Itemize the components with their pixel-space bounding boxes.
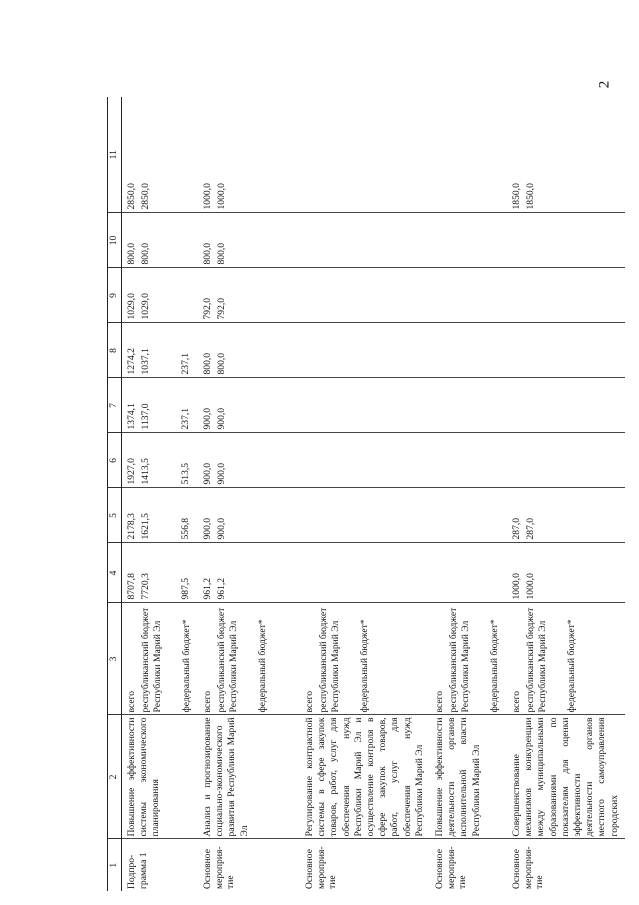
column-header: 8 xyxy=(108,323,122,378)
value: 556,8 xyxy=(180,517,191,540)
value xyxy=(448,436,462,485)
table-row xyxy=(198,97,300,891)
value: 1850,0 xyxy=(511,183,523,210)
value-cell xyxy=(300,97,430,213)
value xyxy=(525,381,539,430)
value xyxy=(358,216,372,265)
value xyxy=(488,326,502,375)
value: 900,0 xyxy=(215,517,227,540)
value xyxy=(448,326,462,375)
value xyxy=(304,381,318,430)
value-cell xyxy=(430,378,507,433)
value-cell xyxy=(198,433,300,488)
value-cell xyxy=(122,378,199,433)
value-cell xyxy=(430,268,507,323)
value-cell xyxy=(122,323,199,378)
value xyxy=(318,491,332,540)
value: 2850,0 xyxy=(126,183,137,210)
value xyxy=(448,491,462,540)
value: 800,0 xyxy=(202,242,213,265)
funding-source: всего xyxy=(434,690,446,713)
value-cell xyxy=(122,543,199,603)
rotated-table-container xyxy=(107,97,620,891)
value-cell xyxy=(198,543,300,603)
value: 900,0 xyxy=(202,517,213,540)
funding-source: федеральный бюджет* xyxy=(358,619,370,713)
value xyxy=(565,271,579,320)
value: 1029,0 xyxy=(126,293,137,320)
value xyxy=(180,216,194,265)
column-header: 4 xyxy=(108,543,122,603)
value: 287,0 xyxy=(511,517,523,540)
value-cell xyxy=(198,268,300,323)
value-cell xyxy=(507,433,625,488)
value xyxy=(434,271,448,320)
value xyxy=(565,546,579,600)
column-header: 1 xyxy=(108,839,122,891)
value-cell xyxy=(122,97,199,213)
value xyxy=(565,491,579,540)
value: 900,0 xyxy=(215,407,227,430)
value xyxy=(318,326,332,375)
funding-sources xyxy=(198,603,300,715)
row-kind: Основное мероприя- тие xyxy=(304,846,338,889)
value xyxy=(304,546,318,600)
funding-source: республиканский бюджет Республики Марий Эл xyxy=(317,607,341,713)
value xyxy=(488,436,502,485)
value xyxy=(448,271,462,320)
funding-sources xyxy=(507,603,625,715)
funding-sources xyxy=(430,603,507,715)
value-cell xyxy=(430,543,507,603)
value xyxy=(488,381,502,430)
funding-source: республиканский бюджет Республики Марий Эл xyxy=(447,607,471,713)
value-cell xyxy=(122,213,199,268)
value: 1927,0 xyxy=(126,458,137,485)
value xyxy=(434,491,448,540)
value xyxy=(511,326,525,375)
value xyxy=(304,216,318,265)
value xyxy=(434,99,448,210)
value xyxy=(318,436,332,485)
table-row xyxy=(122,97,199,891)
value xyxy=(256,381,270,430)
budget-table xyxy=(107,97,625,891)
value xyxy=(434,326,448,375)
value xyxy=(448,546,462,600)
value: 1029,0 xyxy=(139,293,151,320)
value xyxy=(434,546,448,600)
value xyxy=(304,99,318,210)
value: 1413,5 xyxy=(139,458,151,485)
row-kind: Подпро- грамма 1 xyxy=(126,852,149,889)
funding-source: республиканский бюджет Республики Марий Эл xyxy=(524,607,548,713)
page-number: 2 xyxy=(596,80,613,89)
value-cell xyxy=(507,543,625,603)
value-cell xyxy=(300,488,430,543)
value: 2178,3 xyxy=(126,513,137,540)
funding-sources xyxy=(122,603,199,715)
funding-source: республиканский бюджет Республики Марий Эл xyxy=(139,607,163,713)
value xyxy=(256,491,270,540)
value: 513,5 xyxy=(180,462,191,485)
value: 1037,1 xyxy=(139,348,151,375)
funding-source: федеральный бюджет* xyxy=(180,619,192,713)
value-cell xyxy=(300,433,430,488)
value xyxy=(434,216,448,265)
value-cell xyxy=(300,213,430,268)
value xyxy=(256,216,270,265)
value: 1621,5 xyxy=(139,513,151,540)
value xyxy=(448,216,462,265)
value xyxy=(434,381,448,430)
column-header: 2 xyxy=(108,715,122,839)
column-header: 7 xyxy=(108,378,122,433)
funding-source: республиканский бюджет Республики Марий Эл xyxy=(215,607,239,713)
value xyxy=(304,271,318,320)
value xyxy=(358,436,372,485)
value-cell xyxy=(430,488,507,543)
value xyxy=(256,271,270,320)
column-header: 6 xyxy=(108,433,122,488)
value xyxy=(488,99,502,210)
value xyxy=(180,99,194,210)
value-cell xyxy=(430,323,507,378)
value xyxy=(525,436,539,485)
value xyxy=(304,436,318,485)
value-cell xyxy=(122,488,199,543)
value: 792,0 xyxy=(202,297,213,320)
value xyxy=(511,216,525,265)
column-header: 10 xyxy=(108,213,122,268)
value xyxy=(358,271,372,320)
value xyxy=(358,546,372,600)
row-kind: Основное мероприя- тие xyxy=(511,846,546,889)
value-cell xyxy=(430,433,507,488)
row-name: Анализ и прогнозирование социально-экономического развития Республики Марий Эл xyxy=(198,715,300,839)
funding-source: федеральный бюджет* xyxy=(488,619,500,713)
value: 1000,0 xyxy=(215,183,227,210)
value xyxy=(565,326,579,375)
value: 792,0 xyxy=(215,297,227,320)
value xyxy=(488,491,502,540)
value-cell xyxy=(430,213,507,268)
value-cell xyxy=(122,433,199,488)
value xyxy=(358,491,372,540)
value-cell xyxy=(198,213,300,268)
value: 1374,1 xyxy=(126,403,137,430)
value xyxy=(256,99,270,210)
value: 8707,8 xyxy=(126,573,137,600)
value xyxy=(525,271,539,320)
value: 237,1 xyxy=(180,407,191,430)
value xyxy=(256,326,270,375)
value: 800,0 xyxy=(215,242,227,265)
value: 961,2 xyxy=(215,577,227,600)
value-cell xyxy=(507,213,625,268)
row-name: Регулирование контрактной системы в сфере закупок товаров, работ, услуг для обеспечения нужд Республики Марий Эл и осуществление контроля в сфере закупок товаров, работ, услуг для обеспечения нужд Республики Марий Эл xyxy=(300,715,430,839)
table-row xyxy=(300,97,430,891)
column-header: 5 xyxy=(108,488,122,543)
table-row xyxy=(507,97,625,891)
value xyxy=(511,271,525,320)
value xyxy=(488,216,502,265)
value: 800,0 xyxy=(126,242,137,265)
funding-sources xyxy=(300,603,430,715)
value xyxy=(434,436,448,485)
value xyxy=(488,546,502,600)
value-cell xyxy=(507,378,625,433)
value xyxy=(318,381,332,430)
value-cell xyxy=(300,543,430,603)
value-cell xyxy=(300,268,430,323)
value-cell xyxy=(198,378,300,433)
value-cell xyxy=(507,268,625,323)
value xyxy=(358,99,372,210)
value xyxy=(448,381,462,430)
column-header: 11 xyxy=(108,97,122,213)
value xyxy=(565,381,579,430)
value xyxy=(525,216,539,265)
value xyxy=(256,546,270,600)
column-header: 9 xyxy=(108,268,122,323)
value: 1000,0 xyxy=(511,573,523,600)
value-cell xyxy=(300,323,430,378)
value-cell xyxy=(198,97,300,213)
row-kind: Основное мероприя- тие xyxy=(434,846,469,889)
value: 900,0 xyxy=(202,462,213,485)
row-kind: Основное мероприя- тие xyxy=(202,846,236,889)
value xyxy=(358,381,372,430)
value xyxy=(256,436,270,485)
value xyxy=(318,271,332,320)
value: 800,0 xyxy=(215,352,227,375)
value: 287,0 xyxy=(524,517,536,540)
value: 961,2 xyxy=(202,577,213,600)
value xyxy=(565,99,579,210)
value xyxy=(304,491,318,540)
value: 800,0 xyxy=(139,242,151,265)
table-row xyxy=(430,97,507,891)
value: 1274,2 xyxy=(126,348,137,375)
value-cell xyxy=(507,97,625,213)
value: 900,0 xyxy=(215,462,227,485)
value xyxy=(318,99,332,210)
value: 1000,0 xyxy=(202,183,213,210)
value: 2850,0 xyxy=(139,183,151,210)
column-header: 3 xyxy=(108,603,122,715)
value: 987,5 xyxy=(180,577,191,600)
value xyxy=(488,271,502,320)
value: 7720,3 xyxy=(139,573,151,600)
value xyxy=(304,326,318,375)
value xyxy=(318,216,332,265)
funding-source: всего xyxy=(202,690,213,713)
value: 1137,0 xyxy=(139,403,151,430)
value-cell xyxy=(300,378,430,433)
value: 800,0 xyxy=(202,352,213,375)
value-cell xyxy=(507,323,625,378)
value xyxy=(448,99,462,210)
row-name: Повышение эффективности системы экономического планирования xyxy=(122,715,199,839)
funding-source: всего xyxy=(511,690,523,713)
value xyxy=(318,546,332,600)
funding-source: всего xyxy=(126,690,137,713)
value xyxy=(565,436,579,485)
value: 900,0 xyxy=(202,407,213,430)
value: 237,1 xyxy=(180,352,191,375)
value xyxy=(565,216,579,265)
value xyxy=(525,326,539,375)
value-cell xyxy=(430,97,507,213)
funding-source: федеральный бюджет* xyxy=(565,619,577,713)
value: 1850,0 xyxy=(524,183,536,210)
value xyxy=(511,381,525,430)
value xyxy=(180,271,194,320)
value-cell xyxy=(122,268,199,323)
value-cell xyxy=(507,488,625,543)
header-row xyxy=(108,97,122,891)
value xyxy=(511,436,525,485)
row-name: Повышение эффективности деятельности органов исполнительной власти Республики Марий Эл xyxy=(430,715,507,839)
funding-source: всего xyxy=(304,690,315,713)
value-cell xyxy=(198,488,300,543)
row-name: Совершенствование механизмов конкуренции между муниципальными образованиями по показателям для оценки эффективности деятельности органов местного самоуправления городских xyxy=(507,715,625,839)
value xyxy=(358,326,372,375)
value: 1000,0 xyxy=(524,573,536,600)
value-cell xyxy=(198,323,300,378)
funding-source: федеральный бюджет* xyxy=(256,619,268,713)
